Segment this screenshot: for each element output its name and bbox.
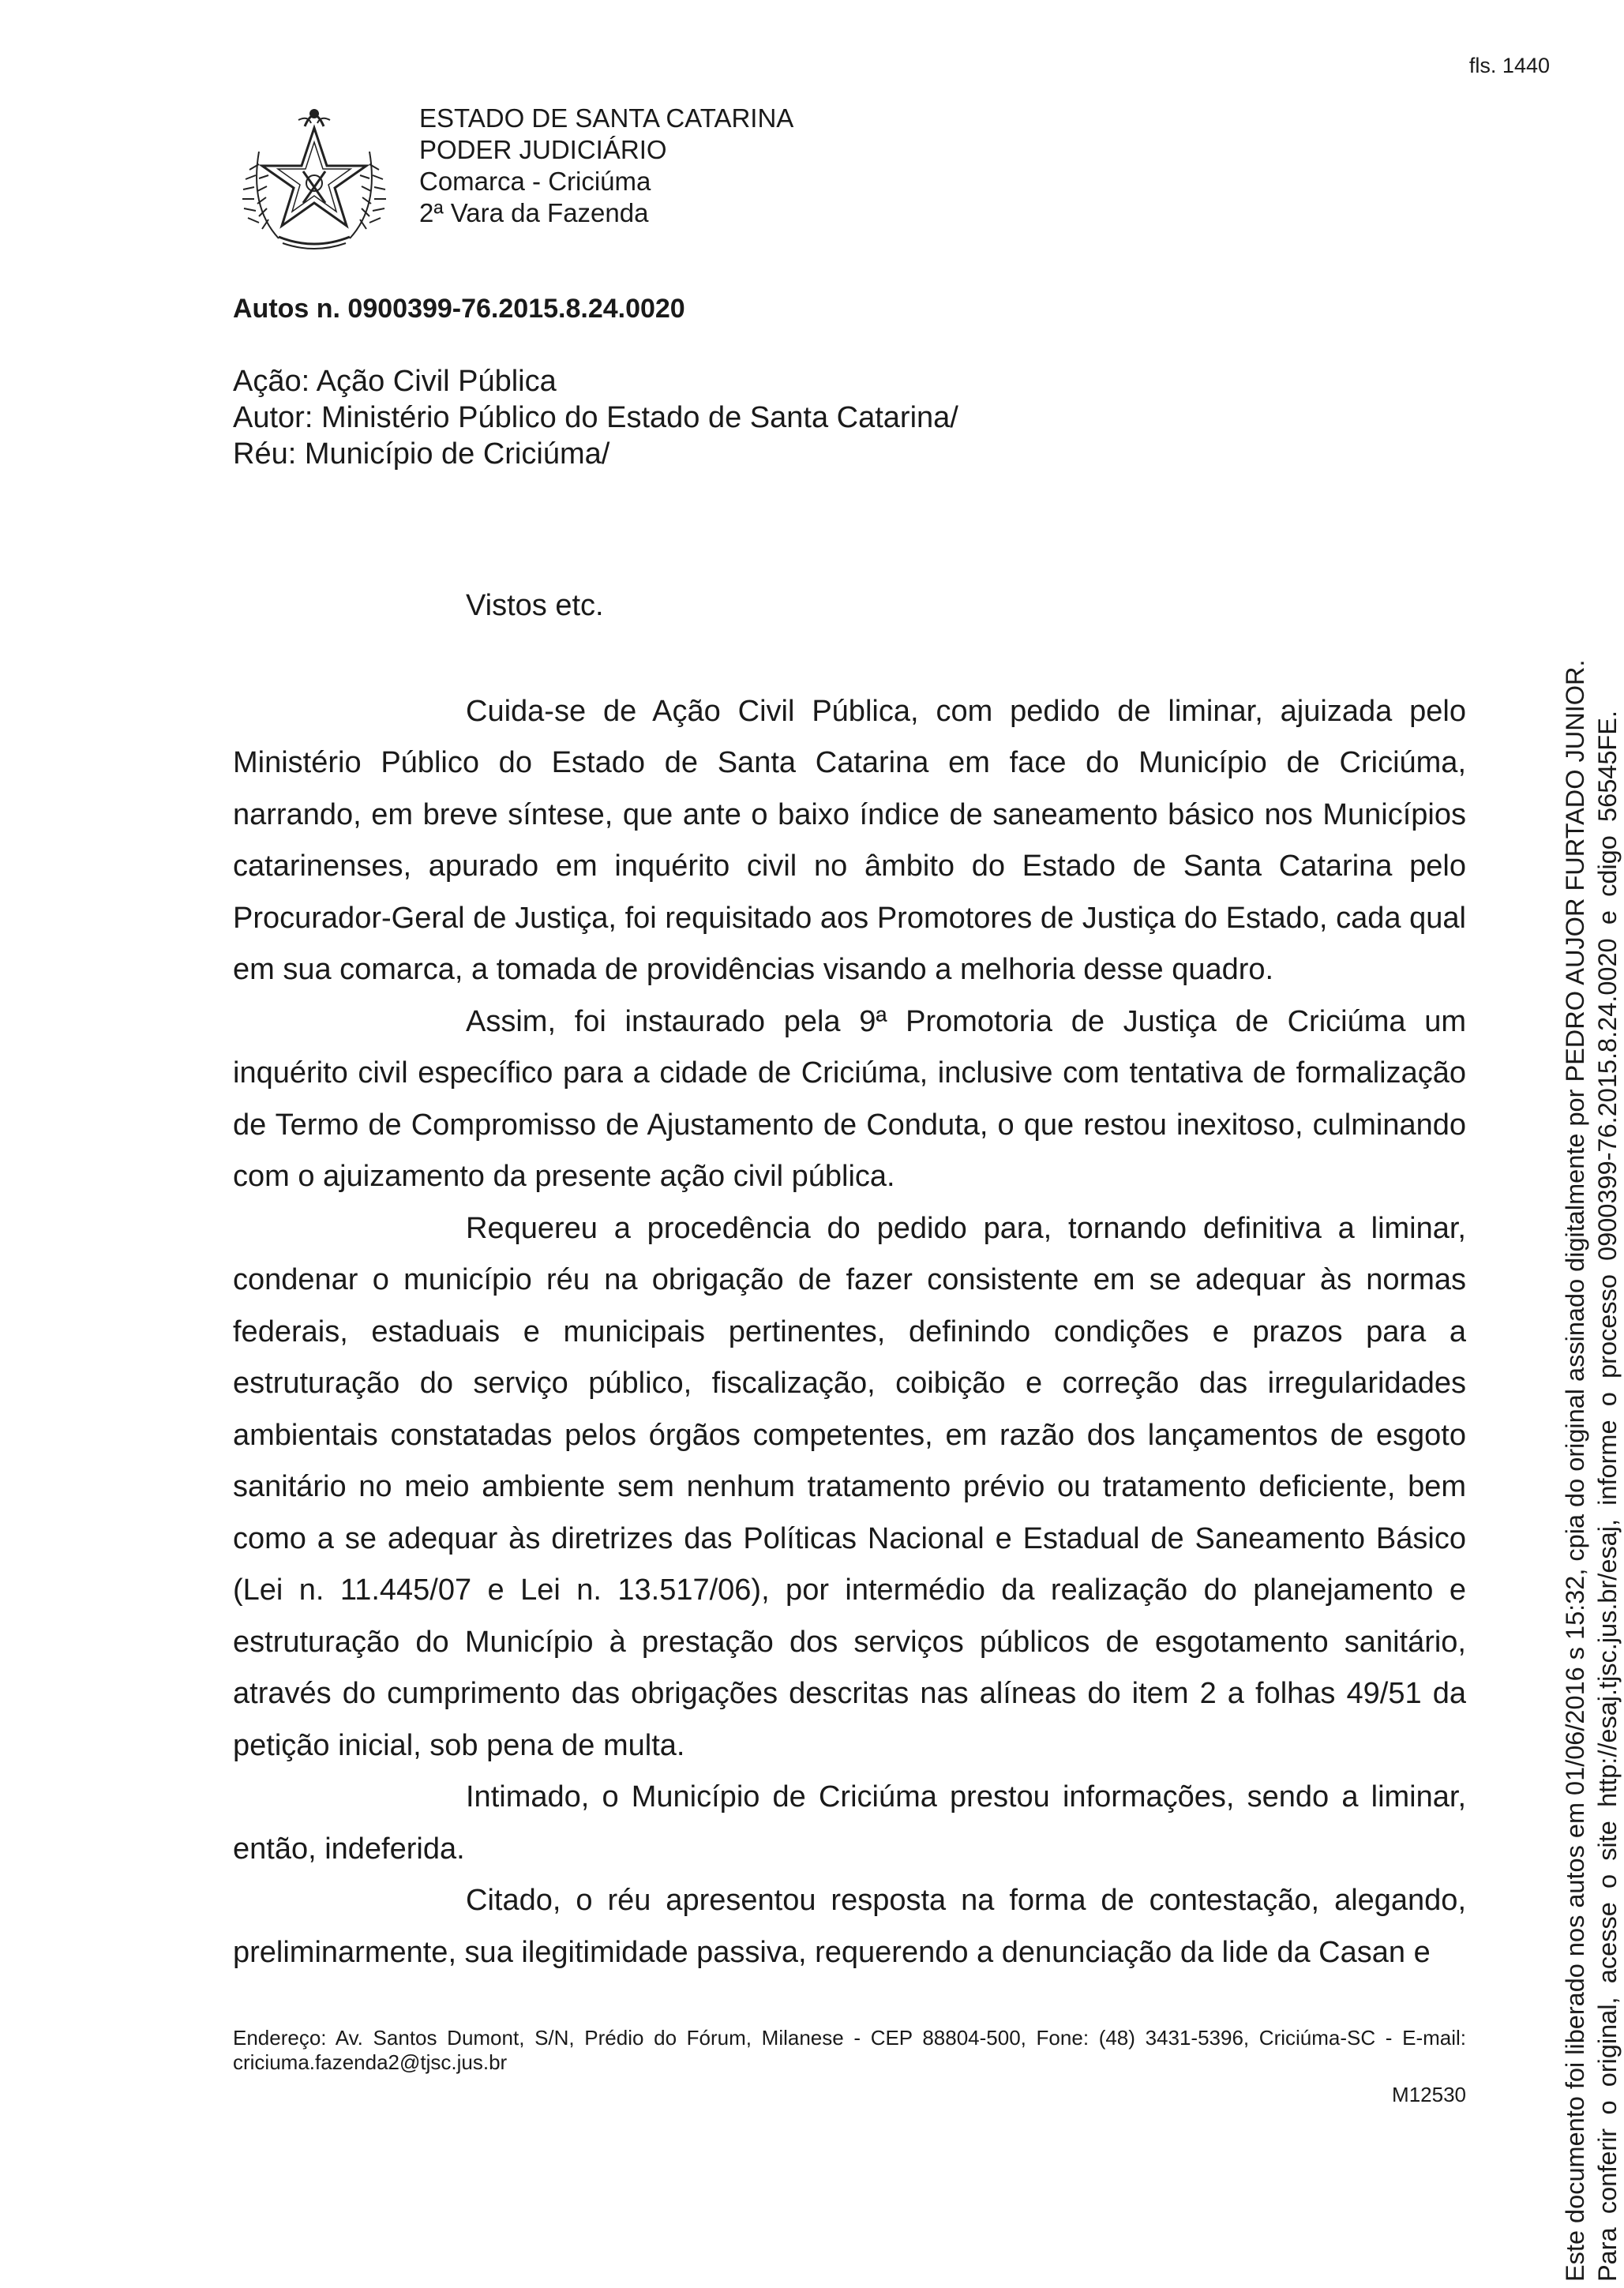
body-paragraph: Cuida-se de Ação Civil Pública, com pedido de liminar, ajuizada pelo Ministério Público do Estado de Santa Catarina em face do Município de Criciúma, narrando, em breve síntese, que ante o baixo índice de saneamento básico nos Municípios catarinenses, apurado em inquérito civil no âmbito do Estado de Santa Catarina pelo Procurador-Geral de Justiça, foi requisitado aos Promotores de Justiça do Estado, cada qual em sua comarca, a tomada de providências visando a melhoria desse quadro. <box>233 694 1466 986</box>
body-paragraph: Assim, foi instaurado pela 9ª Promotoria de Justiça de Criciúma um inquérito civil específico para a cidade de Criciúma, inclusive com tentativa de formalização de Termo de Compromisso de Ajustamento de Conduta, o que restou inexitoso, culminando com o ajuizamento da presente ação civil pública. <box>233 1004 1466 1193</box>
body-paragraph: Requereu a procedência do pedido para, tornando definitiva a liminar, condenar o município réu na obrigação de fazer consistente em se adequar às normas federais, estaduais e municipais pertinentes, definindo condições e prazos para a estruturação do serviço público, fiscalização, coibição e correção das irregularidades ambientais constatadas pelos órgãos competentes, em razão dos lançamentos de esgoto sanitário no meio ambiente sem nenhum tratamento prévio ou tratamento deficiente, bem como a se adequar às diretrizes das Políticas Nacional e Estadual de Saneamento Básico (Lei n. 11.445/07 e Lei n. 13.517/06), por intermédio da realização do planejamento e estruturação do Município à prestação dos serviços públicos de esgotamento sanitário, através do cumprimento das obrigações descritas nas alíneas do item 2 a folhas 49/51 da petição inicial, sob pena de multa. <box>233 1211 1466 1762</box>
digital-signature-note <box>1559 659 1624 2282</box>
body-paragraph: Intimado, o Município de Criciúma prestou informações, sendo a liminar, então, indeferida. <box>233 1780 1466 1866</box>
defendant: Réu: Município de Criciúma/ <box>233 437 610 471</box>
page-footer <box>233 2026 1466 2107</box>
case-parties <box>233 363 958 472</box>
greeting: Vistos etc. <box>466 589 604 622</box>
document-header <box>235 96 946 254</box>
document-body <box>233 580 1466 1979</box>
body-paragraph: Citado, o réu apresentou resposta na forma de contestação, alegando, preliminarmente, sua ilegitimidade passiva, requerendo a denunciação da lide da Casan e <box>233 1884 1466 1969</box>
action-type: Ação: Ação Civil Pública <box>233 365 557 398</box>
template-code: M12530 <box>1392 2083 1466 2106</box>
case-number: Autos n. 0900399-76.2015.8.24.0020 <box>233 294 685 324</box>
verification-line: Para conferir o original, acesse o site http://esaj.tjsc.jus.br/esaj, informe o processo 0900399-76.2015.8.24.0020 e cdigo 56545FE. <box>1593 711 1622 2282</box>
page-number: fls. 1440 <box>1468 54 1550 77</box>
court-address: Endereço: Av. Santos Dumont, S/N, Prédio do Fórum, Milanese - CEP 88804-500, Fone: (48) 3431-5396, Criciúma-SC - E-mail: criciuma.fazenda2@tjsc.jus.br <box>233 2026 1466 2074</box>
district-name: Comarca - Criciúma <box>419 167 651 196</box>
signature-line: Este documento foi liberado nos autos em 01/06/2016 s 15:32, cpia do original assinado digitalmente por PEDRO AUJOR FURTADO JUNIOR. <box>1561 659 1589 2282</box>
institution-block <box>419 103 793 229</box>
court-name: 2ª Vara da Fazenda <box>419 198 649 227</box>
coat-of-arms-icon <box>235 96 393 254</box>
plaintiff: Autor: Ministério Público do Estado de Santa Catarina/ <box>233 401 958 434</box>
judicial-branch: PODER JUDICIÁRIO <box>419 135 667 164</box>
state-name: ESTADO DE SANTA CATARINA <box>419 103 794 133</box>
